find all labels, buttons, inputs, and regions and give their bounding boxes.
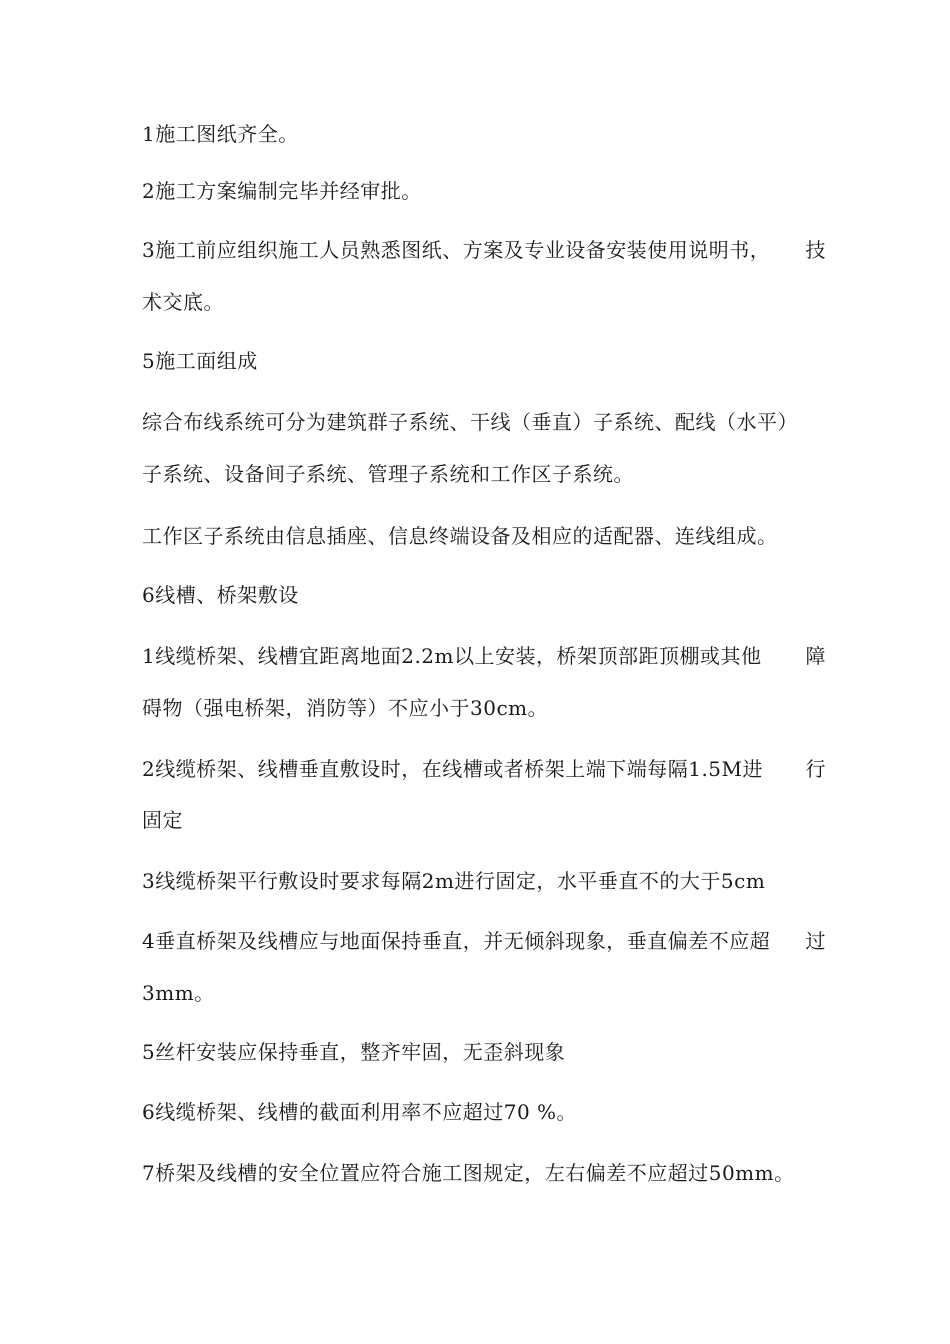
item-4-line-2: 3mm。	[142, 981, 215, 1005]
item-4-end: 过	[805, 929, 826, 953]
paragraph-4-line-2: 子系统、设备间子系统、管理子系统和工作区子系统。	[142, 462, 634, 486]
item-3: 3线缆桥架平行敷设时要求每隔2m进行固定，水平垂直不的大于5cm	[142, 869, 766, 893]
item-2-line-1	[142, 755, 826, 783]
item-1-end: 障	[805, 644, 826, 668]
paragraph-2: 2施工方案编制完毕并经审批。	[142, 179, 422, 203]
section-6-heading: 6线槽、桥架敷设	[142, 583, 299, 607]
paragraph-3-line-1	[142, 236, 826, 264]
section-5-heading: 5施工面组成	[142, 349, 258, 373]
item-4-line-1	[142, 927, 826, 955]
item-6: 6线缆桥架、线槽的截面利用率不应超过70 %。	[142, 1100, 578, 1124]
item-5: 5丝杆安装应保持垂直，整齐牢固，无歪斜现象	[142, 1040, 566, 1064]
item-7: 7桥架及线槽的安全位置应符合施工图规定，左右偏差不应超过50mm。	[142, 1161, 795, 1185]
item-4-text: 4垂直桥架及线槽应与地面保持垂直，并无倾斜现象，垂直偏差不应超	[142, 929, 771, 953]
item-1-line-2: 碍物（强电桥架，消防等）不应小于30cm。	[142, 696, 549, 720]
item-2-end: 行	[805, 757, 826, 781]
paragraph-5: 工作区子系统由信息插座、信息终端设备及相应的适配器、连线组成。	[142, 524, 778, 548]
paragraph-3-text: 3施工前应组织施工人员熟悉图纸、方案及专业设备安装使用说明书，	[142, 238, 771, 262]
paragraph-4-line-1: 综合布线系统可分为建筑群子系统、干线（垂直）子系统、配线（水平）	[142, 410, 798, 434]
paragraph-3-line-2: 术交底。	[142, 290, 224, 314]
item-1-line-1	[142, 642, 826, 670]
paragraph-3-end: 技	[805, 238, 826, 262]
item-1-text: 1线缆桥架、线槽宜距离地面2.2m以上安装，桥架顶部距顶棚或其他	[142, 644, 762, 668]
item-2-line-2: 固定	[142, 808, 183, 832]
paragraph-1: 1施工图纸齐全。	[142, 122, 299, 146]
item-2-text: 2线缆桥架、线槽垂直敷设时，在线槽或者桥架上端下端每隔1.5M进	[142, 757, 764, 781]
